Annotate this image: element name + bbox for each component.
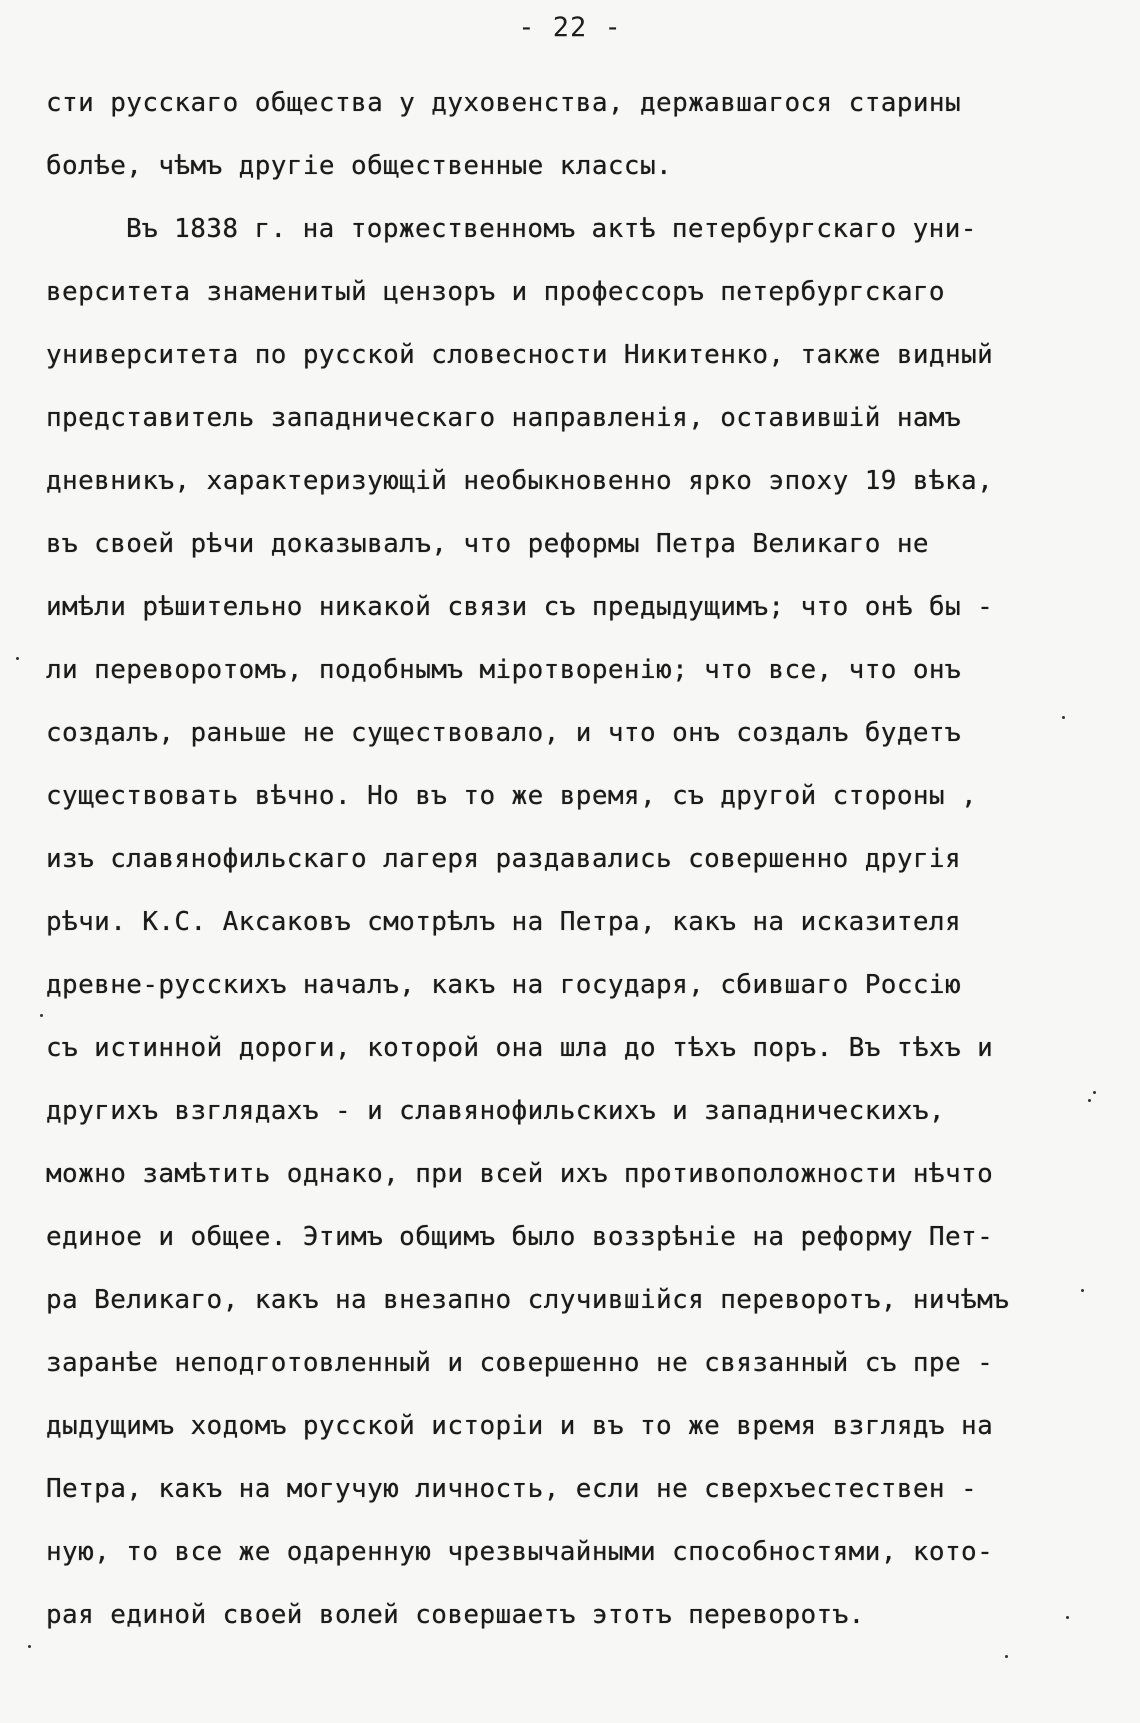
page-number: - 22 - (518, 12, 622, 43)
text-line: заранѣе неподготовленный и совершенно не связанный съ пре - (46, 1348, 994, 1378)
scan-speck (1081, 1289, 1084, 1292)
scan-speck (1062, 716, 1065, 719)
text-line: дыдущимъ ходомъ русской исторіи и въ то же время взглядъ на (46, 1411, 994, 1441)
text-line: изъ славянофильскаго лагеря раздавались совершенно другія (46, 844, 962, 874)
body-text (46, 72, 1106, 1647)
paragraph-start-line: Въ 1838 г. на торжественномъ актѣ петербургскаго уни- (126, 214, 977, 244)
scan-speck (28, 1645, 31, 1648)
text-line: болѣе, чѣмъ другіе общественные классы. (46, 151, 673, 181)
text-line: дневникъ, характеризующій необыкновенно ярко эпоху 19 вѣка, (46, 466, 994, 496)
text-line: единое и общее. Этимъ общимъ было воззрѣніе на реформу Пет- (46, 1222, 994, 1252)
text-line: съ истинной дороги, которой она шла до тѣхъ поръ. Въ тѣхъ и (46, 1033, 994, 1063)
text-line: ную, то все же одаренную чрезвычайными способностями, кото- (46, 1537, 994, 1567)
text-line: имѣли рѣшительно никакой связи съ предыдущимъ; что онѣ бы - (46, 592, 994, 622)
text-line: древне-русскихъ началъ, какъ на государя, сбившаго Россію (46, 970, 962, 1000)
text-line: рѣчи. К.С. Аксаковъ смотрѣлъ на Петра, какъ на исказителя (46, 907, 962, 937)
text-line: представитель западническаго направленія, оставившій намъ (46, 403, 962, 433)
scan-speck (1093, 1091, 1096, 1094)
scan-speck (1005, 1655, 1008, 1658)
scan-speck (1088, 1099, 1091, 1102)
text-line: рая единой своей волей совершаетъ этотъ переворотъ. (46, 1600, 865, 1630)
text-line: Петра, какъ на могучую личность, если не сверхъестествен - (46, 1474, 978, 1504)
text-line: ра Великаго, какъ на внезапно случившійся переворотъ, ничѣмъ (46, 1285, 1010, 1315)
text-line: въ своей рѣчи доказывалъ, что реформы Петра Великаго не (46, 529, 929, 559)
text-line: университета по русской словесности Никитенко, также видный (46, 340, 994, 370)
scan-speck (16, 657, 19, 660)
text-line: ли переворотомъ, подобнымъ міротворенію; что все, что онъ (46, 655, 962, 685)
text-line: можно замѣтить однако, при всей ихъ противоположности нѣчто (46, 1159, 994, 1189)
text-line: другихъ взглядахъ - и славянофильскихъ и западническихъ, (46, 1096, 945, 1126)
scan-speck (1066, 1616, 1069, 1619)
text-line: существовать вѣчно. Но въ то же время, съ другой стороны , (46, 781, 978, 811)
text-line: сти русскаго общества у духовенства, державшагося старины (46, 88, 962, 118)
scan-speck (40, 1014, 43, 1017)
text-line: верситета знаменитый цензоръ и профессоръ петербургскаго (46, 277, 945, 307)
text-line: создалъ, раньше не существовало, и что онъ создалъ будетъ (46, 718, 962, 748)
